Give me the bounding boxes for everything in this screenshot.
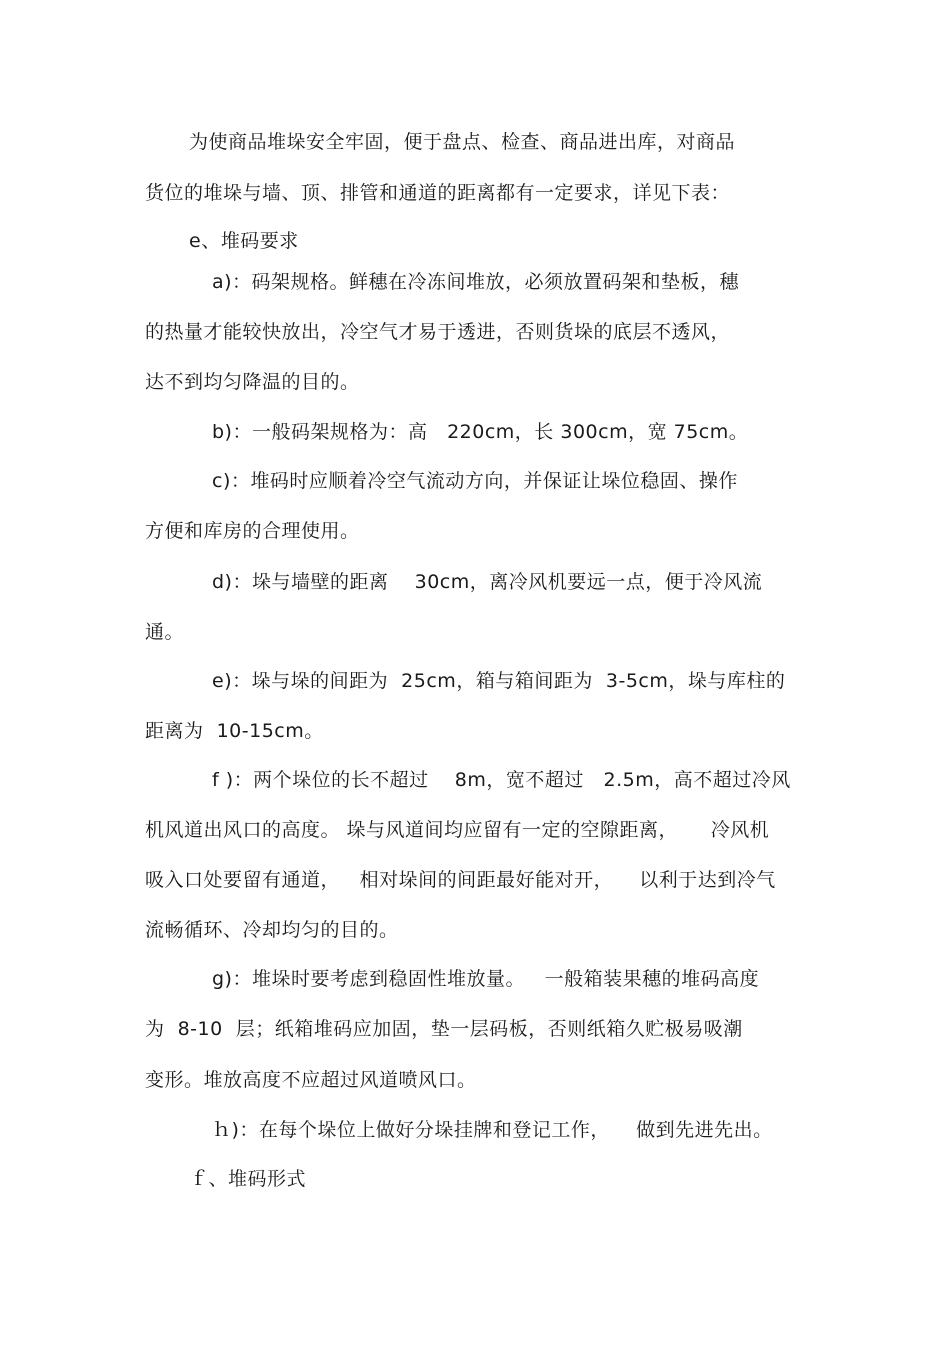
paragraph-line: 方便和库房的合理使用。	[145, 520, 360, 542]
section-heading: e、堆码要求	[189, 230, 299, 252]
section-heading: ｆ、堆码形式	[189, 1168, 307, 1190]
paragraph-line: f )：两个垛位的长不超过 8m，宽不超过 2.5m，高不超过冷风	[212, 769, 791, 791]
paragraph-line: 达不到均匀降温的目的。	[145, 371, 360, 393]
paragraph-line: 通。	[145, 621, 185, 643]
paragraph-line: ｈ)：在每个垛位上做好分垛挂牌和登记工作， 做到先进先出。	[212, 1119, 773, 1141]
paragraph-line: 机风道出风口的高度。 垛与风道间均应留有一定的空隙距离， 冷风机	[145, 819, 770, 841]
paragraph-line: 为使商品堆垛安全牢固，便于盘点、检查、商品进出库，对商品	[189, 131, 736, 153]
paragraph-line: b)：一般码架规格为：高 220cm，长 300cm，宽 75cm。	[212, 421, 749, 443]
paragraph-line: d)：垛与墙壁的距离 30cm，离冷风机要远一点，便于冷风流	[212, 571, 763, 593]
paragraph-line: 流畅循环、冷却均匀的目的。	[145, 919, 399, 941]
paragraph-line: 的热量才能较快放出，冷空气才易于透进，否则货垛的底层不透风，	[145, 321, 731, 343]
paragraph-line: a)：码架规格。鲜穗在冷冻间堆放，必须放置码架和垫板，穗	[212, 271, 740, 293]
paragraph-line: 货位的堆垛与墙、顶、排管和通道的距离都有一定要求，详见下表：	[145, 182, 731, 204]
paragraph-line: e)：垛与垛的间距为 25cm，箱与箱间距为 3-5cm，垛与库柱的	[212, 670, 786, 692]
paragraph-line: g)：堆垛时要考虑到稳固性堆放量。 一般箱装果穗的堆码高度	[212, 968, 760, 990]
paragraph-line: 吸入口处要留有通道， 相对垛间的间距最好能对开， 以利于达到冷气	[145, 869, 776, 891]
paragraph-line: c)：堆码时应顺着冷空气流动方向，并保证让垛位稳固、操作	[212, 470, 738, 492]
paragraph-line: 变形。堆放高度不应超过风道喷风口。	[145, 1069, 477, 1091]
paragraph-line: 为 8-10 层；纸箱堆码应加固，垫一层码板，否则纸箱久贮极易吸潮	[145, 1018, 743, 1040]
paragraph-line: 距离为 10-15cm。	[145, 720, 324, 742]
